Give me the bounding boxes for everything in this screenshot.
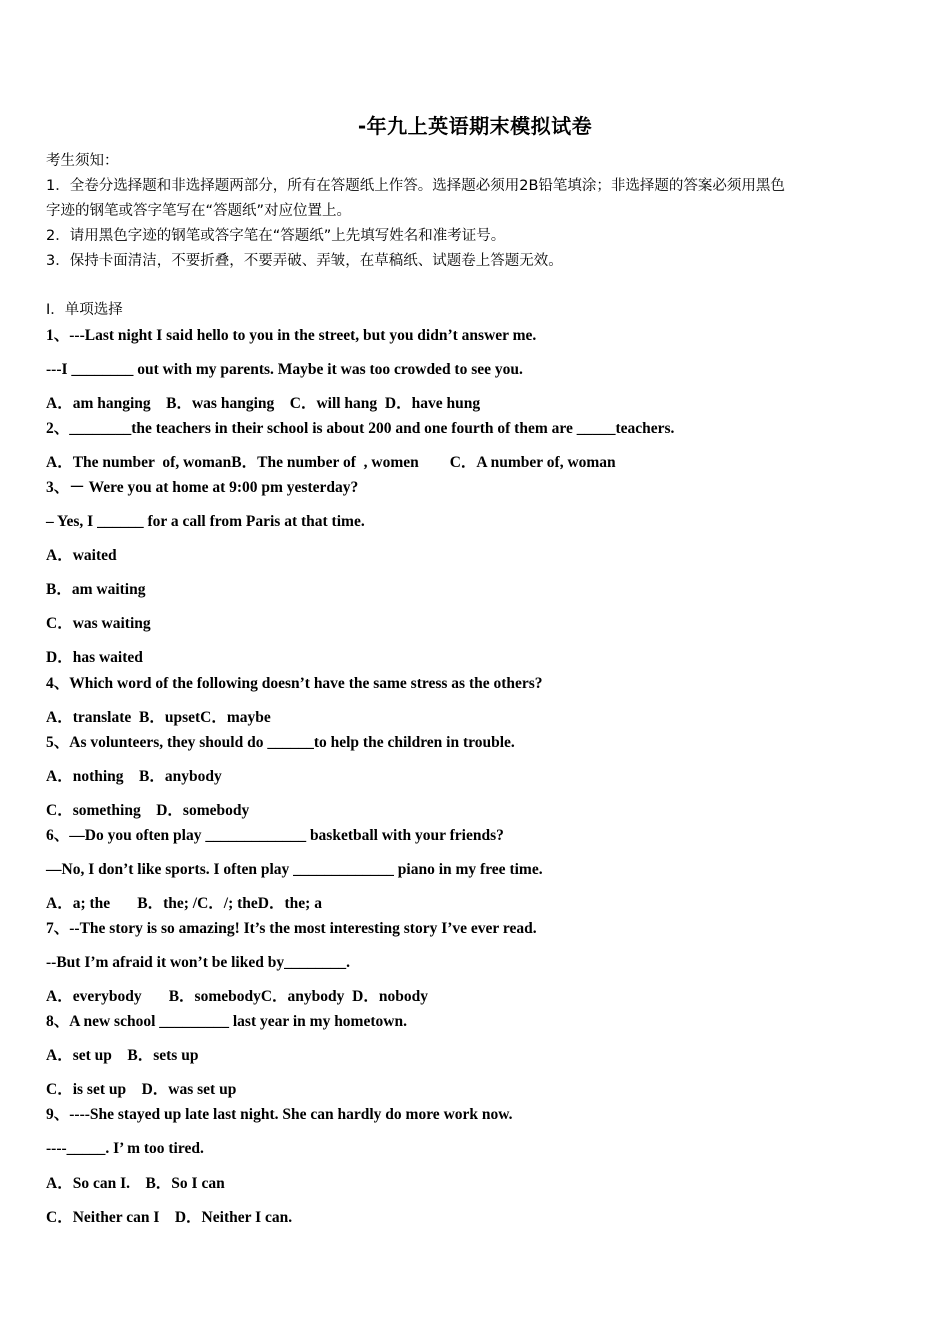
question-4-stem: 4、Which word of the following doesn’t have the same stress as the others? (46, 675, 543, 692)
question-8-stem: 8、A new school _________ last year in my hometown. (46, 1013, 407, 1030)
question-9-options: C．Neither can I D．Neither I can. (46, 1209, 293, 1226)
question-1-options: A．am hanging B．was hanging C．will hang D．have hung (46, 395, 481, 412)
section-heading: Ⅰ．单项选择 (46, 302, 123, 318)
question-6-stem: 6、—Do you often play _____________ basketball with your friends? (46, 827, 504, 844)
question-5-stem: 5、As volunteers, they should do ______to help the children in trouble. (46, 734, 515, 751)
question-1-stem: ---I ________ out with my parents. Maybe it was too crowded to see you. (46, 361, 523, 378)
question-9-options: A．So can I. B．So I can (46, 1175, 225, 1192)
question-6-stem: —No, I don’t like sports. I often play _____________ piano in my free time. (46, 861, 543, 878)
question-3-option: D．has waited (46, 649, 143, 666)
question-8-options: A．set up B．sets up (46, 1047, 199, 1064)
question-3-stem: – Yes, I ______ for a call from Paris at that time. (46, 513, 365, 530)
question-9-stem: 9、----She stayed up late last night. She can hardly do more work now. (46, 1106, 513, 1123)
question-9-stem: ----_____. I’ m too tired. (46, 1140, 204, 1157)
notice-item: 2．请用黑色字迹的钢笔或答字笔在“答题纸”上先填写姓名和准考证号。 (46, 228, 506, 244)
question-1-stem: 1、---Last night I said hello to you in the street, but you didn’t answer me. (46, 327, 537, 344)
question-3-option: B．am waiting (46, 581, 146, 598)
question-8-options: C．is set up D．was set up (46, 1081, 237, 1098)
notice-item: 1．全卷分选择题和非选择题两部分，所有在答题纸上作答。选择题必须用2B铅笔填涂；非选择题的答案必须用黑色 (46, 178, 785, 194)
question-5-options: A．nothing B．anybody (46, 768, 222, 785)
notice-heading: 考生须知： (46, 153, 119, 169)
question-2-options: A．The number of, womanB．The number of , women C．A number of, woman (46, 454, 616, 471)
question-7-stem: --But I’m afraid it won’t be liked by________. (46, 954, 350, 971)
question-5-options: C．something D．somebody (46, 802, 250, 819)
question-2-stem: 2、________the teachers in their school is about 200 and one fourth of them are _____teachers. (46, 420, 675, 437)
question-7-stem: 7、--The story is so amazing! It’s the most interesting story I’ve ever read. (46, 920, 537, 937)
question-6-options: A．a; the B．the; /C．/; theD．the; a (46, 895, 322, 912)
page-title: -年九上英语期末模拟试卷 (357, 114, 593, 138)
question-3-option: A．waited (46, 547, 117, 564)
question-4-options: A．translate B．upsetC．maybe (46, 709, 271, 726)
notice-item: 字迹的钢笔或答字笔写在“答题纸”对应位置上。 (46, 203, 352, 219)
question-7-options: A．everybody B．somebodyC．anybody D．nobody (46, 988, 428, 1005)
question-3-stem: 3、－ Were you at home at 9:00 pm yesterday? (46, 479, 359, 496)
question-3-option: C．was waiting (46, 615, 151, 632)
notice-item: 3．保持卡面清洁，不要折叠，不要弄破、弄皱，在草稿纸、试题卷上答题无效。 (46, 253, 563, 269)
